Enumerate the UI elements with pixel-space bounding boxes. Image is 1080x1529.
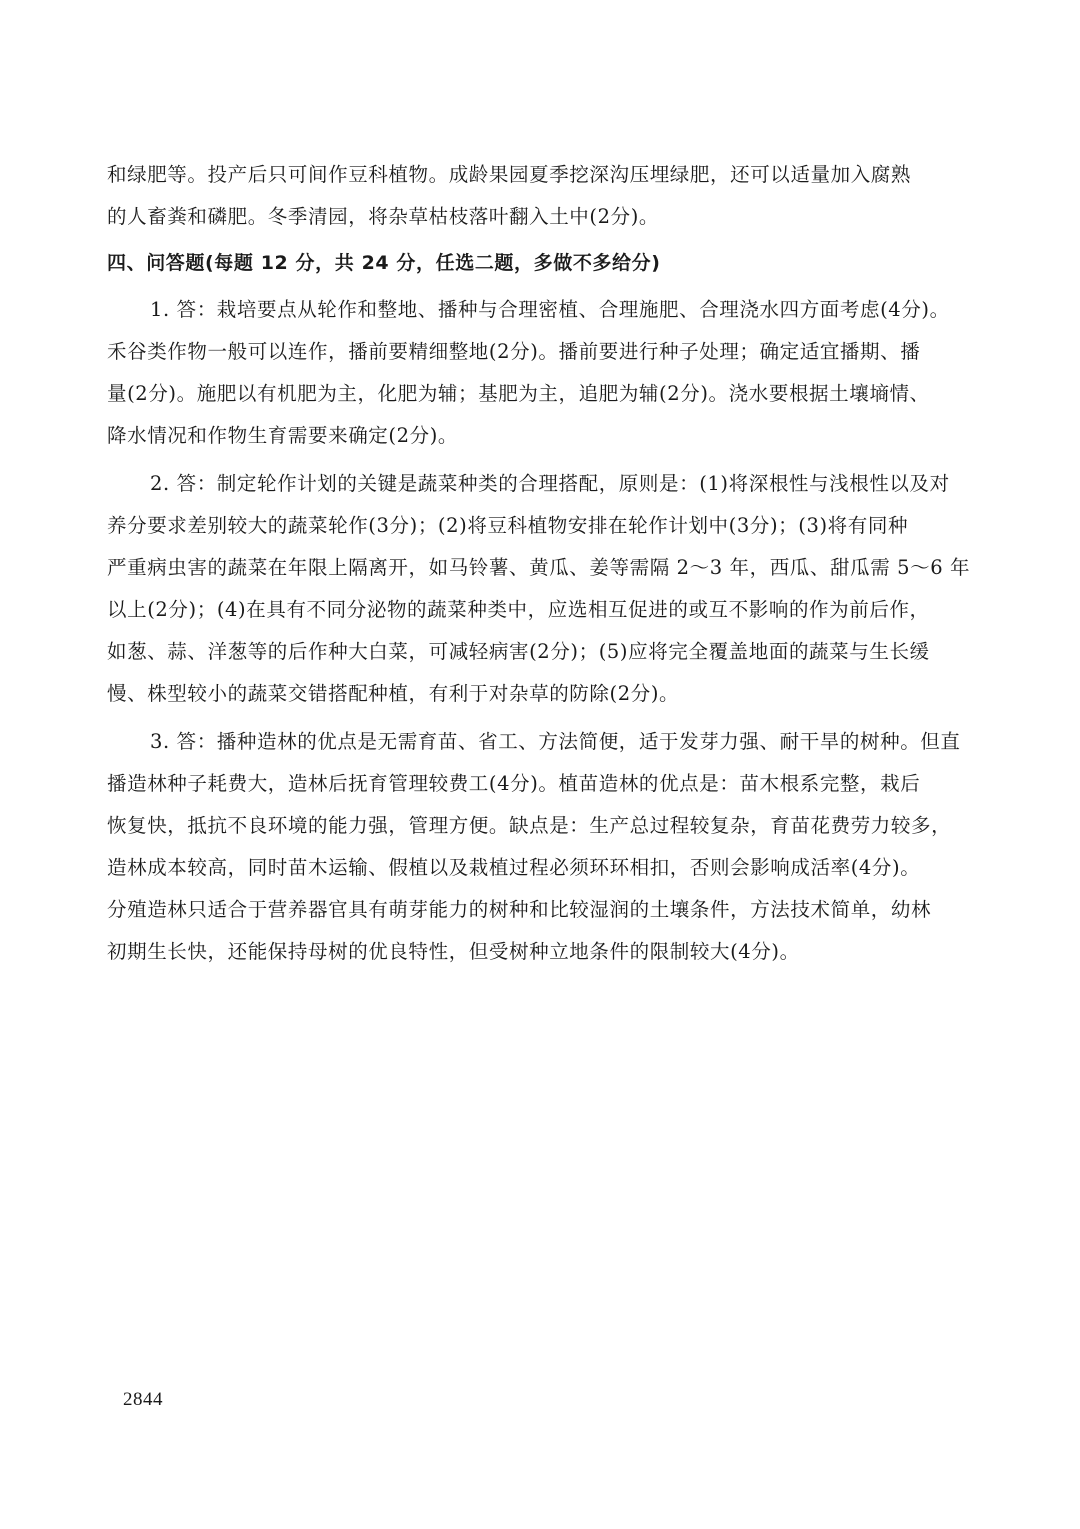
text-line: 和绿肥等。投产后只可间作豆科植物。成龄果园夏季挖深沟压埋绿肥，还可以适量加入腐熟 bbox=[107, 163, 912, 186]
section-heading: 四、问答题(每题 12 分，共 24 分，任选二题，多做不多给分) bbox=[107, 252, 661, 274]
text-line: 分殖造林只适合于营养器官具有萌芽能力的树种和比较湿润的土壤条件，方法技术简单，幼林 bbox=[107, 898, 932, 921]
text-line: 2. 答：制定轮作计划的关键是蔬菜种类的合理搭配，原则是：(1)将深根性与浅根性以及对 bbox=[150, 472, 950, 495]
text-line: 1. 答：栽培要点从轮作和整地、播种与合理密植、合理施肥、合理浇水四方面考虑(4分)。 bbox=[150, 298, 950, 321]
text-line: 如葱、蒜、洋葱等的后作种大白菜，可减轻病害(2分)；(5)应将完全覆盖地面的蔬菜与生长缓 bbox=[107, 640, 930, 663]
text-line: 以上(2分)；(4)在具有不同分泌物的蔬菜种类中，应选相互促进的或互不影响的作为前后作， bbox=[107, 598, 930, 621]
text-line: 严重病虫害的蔬菜在年限上隔离开，如马铃薯、黄瓜、姜等需隔 2～3 年，西瓜、甜瓜需 5～6 年 bbox=[107, 556, 971, 579]
text-line: 播造林种子耗费大，造林后抚育管理较费工(4分)。植苗造林的优点是：苗木根系完整，栽后 bbox=[107, 772, 921, 795]
text-line: 恢复快，抵抗不良环境的能力强，管理方便。缺点是：生产总过程较复杂，育苗花费劳力较多， bbox=[107, 814, 952, 837]
text-line: 慢、株型较小的蔬菜交错搭配种植，有利于对杂草的防除(2分)。 bbox=[107, 682, 680, 705]
text-line: 降水情况和作物生育需要来确定(2分)。 bbox=[107, 424, 459, 447]
text-line: 造林成本较高，同时苗木运输、假植以及栽植过程必须环环相扣，否则会影响成活率(4分)。 bbox=[107, 856, 921, 879]
text-line: 养分要求差别较大的蔬菜轮作(3分)；(2)将豆科植物安排在轮作计划中(3分)；(3)将有同种 bbox=[107, 514, 909, 537]
text-line: 禾谷类作物一般可以连作，播前要精细整地(2分)。播前要进行种子处理；确定适宜播期、播 bbox=[107, 340, 921, 363]
text-line: 的人畜粪和磷肥。冬季清园，将杂草枯枝落叶翻入土中(2分)。 bbox=[107, 205, 660, 228]
text-line: 3. 答：播种造林的优点是无需育苗、省工、方法简便，适于发芽力强、耐干旱的树种。但直 bbox=[150, 730, 961, 753]
page-number: 2844 bbox=[123, 1389, 163, 1410]
text-line: 初期生长快，还能保持母树的优良特性，但受树种立地条件的限制较大(4分)。 bbox=[107, 940, 800, 963]
text-line: 量(2分)。施肥以有机肥为主，化肥为辅；基肥为主，追肥为辅(2分)。浇水要根据土壤墒情、 bbox=[107, 382, 930, 405]
